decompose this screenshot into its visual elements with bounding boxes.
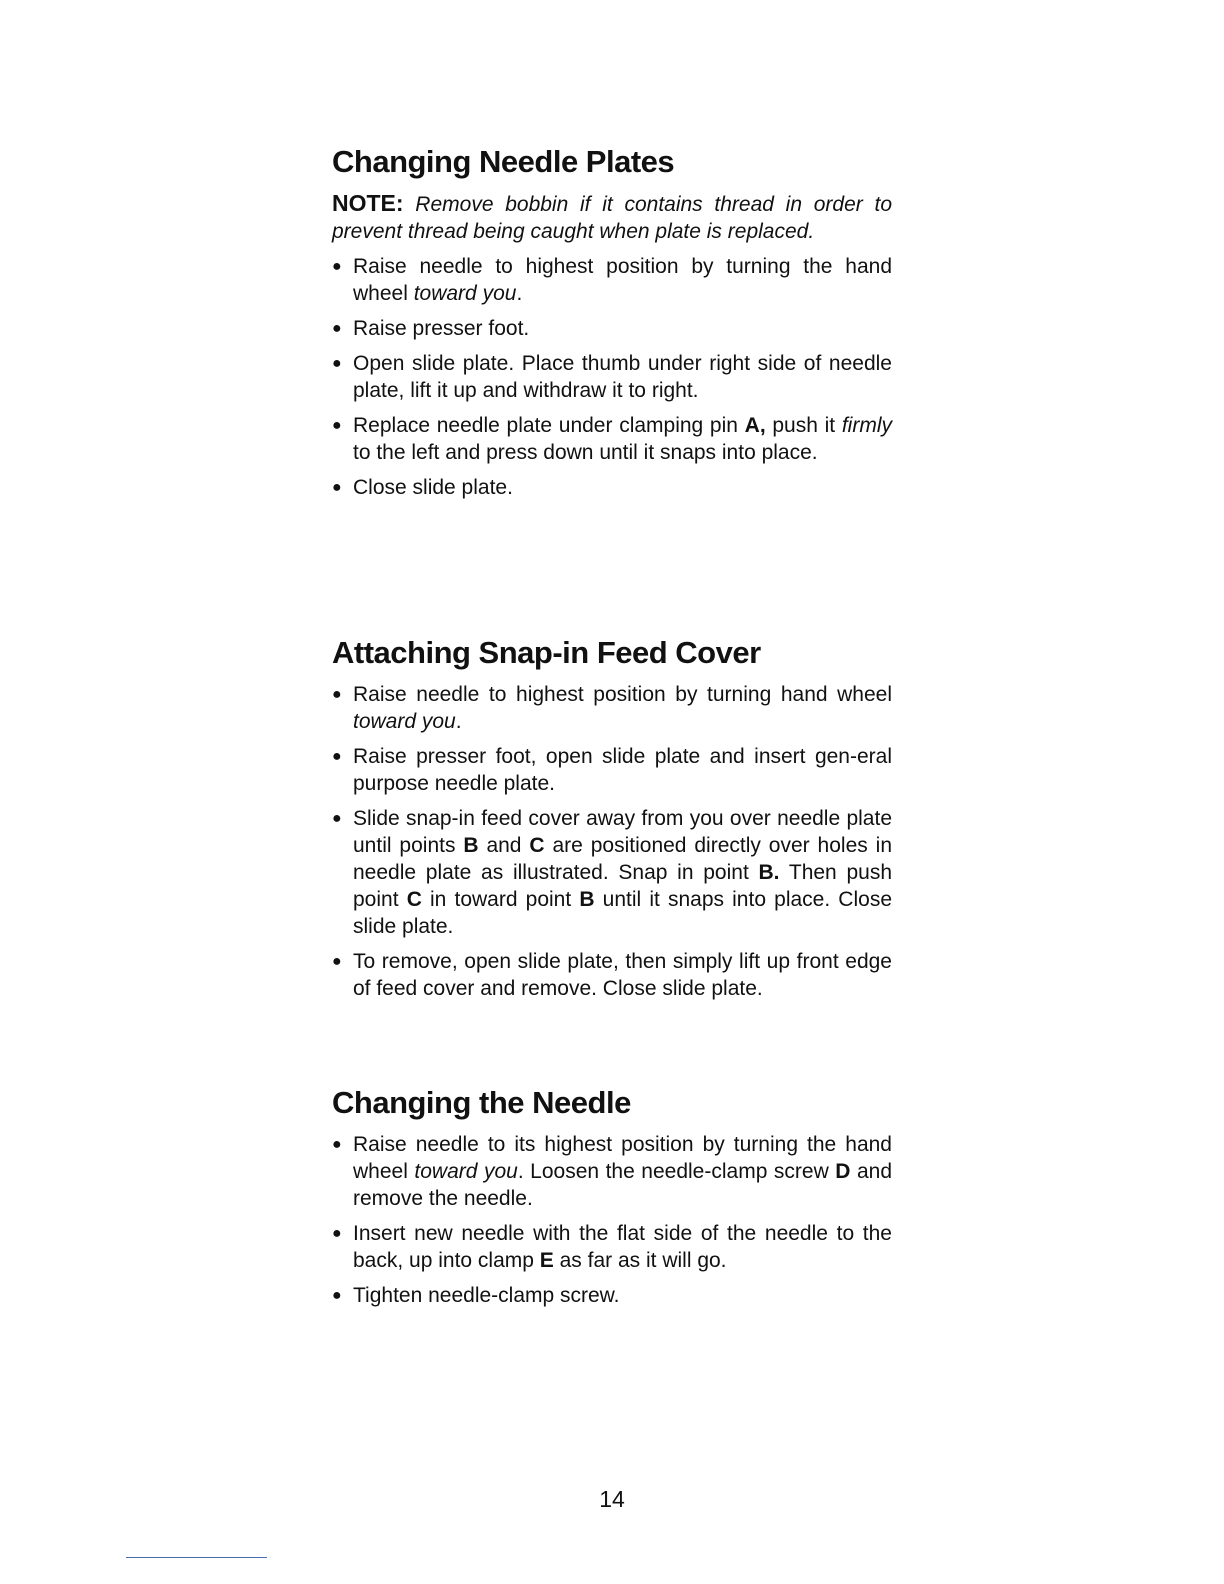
bullet-icon: ● [332,810,342,828]
bullet-list [332,253,892,501]
note-label: NOTE: [332,190,404,217]
list-item: ● Insert new needle with the flat side of the needle to the back, up into clamp E as far as it will go. [332,1222,892,1273]
bullet-icon: ● [332,479,342,497]
bullet-icon: ● [332,1225,342,1243]
section-changing-needle-plates [332,143,892,509]
bullet-icon: ● [332,748,342,766]
bullet-icon: ● [332,1287,342,1305]
list-item: ● Raise presser foot, open slide plate and insert gen-eral purpose needle plate. [332,745,892,796]
note-text: Remove bobbin if it contains thread in order to prevent thread being caught when plate is replaced. [332,193,892,244]
list-item: ● Raise needle to highest position by turning the hand wheel toward you. [332,255,892,306]
list-item: ● Replace needle plate under clamping pin A, push it firmly to the left and press down until it snaps into place. [332,414,892,465]
bullet-icon: ● [332,417,342,435]
bullet-list [332,1131,892,1309]
bullet-list [332,681,892,1002]
list-item: ● Raise presser foot. [332,317,530,341]
list-item: ● Raise needle to highest position by turning hand wheel toward you. [332,683,892,734]
list-item: ● Close slide plate. [332,476,513,500]
bullet-icon: ● [332,355,342,373]
bullet-icon: ● [332,258,342,276]
note [332,190,892,245]
section-title: Changing Needle Plates [332,144,675,179]
bullet-icon: ● [332,686,342,704]
section-changing-needle [332,1084,892,1317]
page-number: 14 [599,1486,625,1512]
section-title: Changing the Needle [332,1085,631,1120]
bullet-icon: ● [332,320,342,338]
list-item: ● To remove, open slide plate, then simply lift up front edge of feed cover and remove. Close slide plate. [332,950,892,1001]
bullet-icon: ● [332,1136,342,1154]
section-title: Attaching Snap-in Feed Cover [332,635,761,670]
section-attaching-feed-cover [332,634,892,1010]
list-item: ● Raise needle to its highest position by turning the hand wheel toward you. Loosen the needle-clamp screw D and remove the needle. [332,1133,892,1211]
bullet-icon: ● [332,953,342,971]
list-item: ● Open slide plate. Place thumb under right side of needle plate, lift it up and withdraw it to right. [332,352,892,403]
bottom-rule-divider [126,1557,267,1558]
list-item: ● Tighten needle-clamp screw. [332,1284,620,1308]
list-item: ● Slide snap-in feed cover away from you over needle plate until points B and C are positioned directly over holes in needle plate as illustrated. Snap in point B. Then push point C in toward point B until it snaps into place. Close slide plate. [332,807,893,939]
